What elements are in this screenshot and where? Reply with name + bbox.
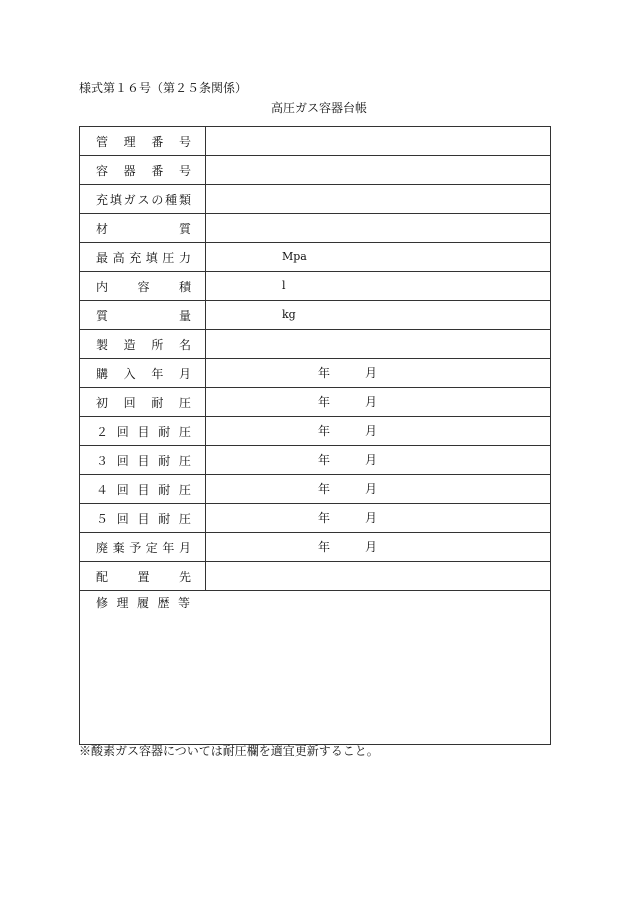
container-ledger-table	[79, 126, 551, 745]
row-material	[80, 214, 550, 243]
label-char: 置	[137, 569, 150, 584]
row-label	[80, 185, 206, 213]
row-label	[80, 272, 206, 300]
label-char: 充	[129, 250, 142, 265]
label-char: 質	[96, 308, 109, 323]
label-char: 圧	[178, 511, 191, 526]
form-number: 様式第１６号（第２５条関係）	[79, 81, 248, 95]
label-char: 管	[96, 134, 109, 149]
value-cell[interactable]	[206, 127, 550, 155]
label-char: ス	[137, 192, 150, 207]
year-label: 年	[318, 424, 331, 438]
label-char: ３	[96, 453, 109, 468]
unit-kg: kg	[282, 308, 296, 321]
label-char: 製	[96, 337, 109, 352]
row-label	[80, 359, 206, 387]
label-char: 目	[137, 511, 150, 526]
label-char: 高	[112, 250, 125, 265]
unit-liter: l	[282, 279, 286, 292]
month-label: 月	[365, 366, 378, 380]
label-text	[96, 133, 191, 150]
row-repair-history[interactable]	[80, 591, 550, 744]
row-label	[80, 475, 206, 503]
label-char: 購	[96, 366, 109, 381]
label-text	[96, 336, 191, 353]
label-char: 目	[137, 453, 150, 468]
month-label: 月	[365, 424, 378, 438]
row-manufacturer	[80, 330, 550, 359]
row-label	[80, 446, 206, 474]
label-char: 予	[129, 540, 142, 555]
label-char: 器	[123, 163, 136, 178]
row-label	[80, 533, 206, 561]
value-cell[interactable]	[206, 301, 550, 329]
label-char: 内	[96, 279, 109, 294]
label-text	[96, 220, 191, 237]
row-planned-disposal-date	[80, 533, 550, 562]
label-char: 回	[116, 424, 129, 439]
label-char: 月	[178, 540, 191, 555]
label-char: 回	[123, 395, 136, 410]
label-text	[96, 510, 191, 527]
label-char: 耐	[158, 482, 171, 497]
label-char: 容	[96, 163, 109, 178]
label-text	[96, 249, 191, 266]
label-char: ５	[96, 511, 109, 526]
row-container-number	[80, 156, 550, 185]
year-label: 年	[318, 540, 331, 554]
label-char: 質	[178, 221, 191, 236]
label-char: 目	[137, 482, 150, 497]
label-text	[96, 481, 191, 498]
label-char: 類	[178, 192, 191, 207]
label-text	[96, 594, 190, 611]
label-char: 定	[145, 540, 158, 555]
month-label: 月	[365, 511, 378, 525]
value-cell[interactable]	[206, 243, 550, 271]
year-label: 年	[318, 395, 331, 409]
label-char: 所	[151, 337, 164, 352]
value-cell[interactable]	[206, 446, 550, 474]
value-cell[interactable]	[206, 475, 550, 503]
label-char: 先	[178, 569, 191, 584]
label-char: 耐	[158, 424, 171, 439]
label-char: 号	[178, 134, 191, 149]
label-char: 圧	[162, 250, 175, 265]
label-char: 理	[123, 134, 136, 149]
row-label	[80, 127, 206, 155]
row-fourth-pressure-test	[80, 475, 550, 504]
value-cell[interactable]	[206, 330, 550, 358]
document-title: 高圧ガス容器台帳	[270, 101, 367, 115]
label-char: 棄	[112, 540, 125, 555]
label-char: 月	[178, 366, 191, 381]
row-mass	[80, 301, 550, 330]
footnote: ※酸素ガス容器については耐圧欄を適宜更新すること。	[79, 744, 379, 758]
label-char: 年	[162, 540, 175, 555]
row-label	[80, 301, 206, 329]
label-char: 入	[123, 366, 136, 381]
label-char: 填	[145, 250, 158, 265]
label-char: 造	[123, 337, 136, 352]
label-char: 充	[96, 192, 109, 207]
month-label: 月	[365, 395, 378, 409]
label-text	[96, 452, 191, 469]
value-cell[interactable]	[206, 156, 550, 184]
label-char: ガ	[123, 192, 136, 207]
row-label	[80, 417, 206, 445]
label-char: 材	[96, 221, 109, 236]
label-char: 理	[116, 596, 129, 610]
value-cell[interactable]	[206, 504, 550, 532]
label-text	[96, 539, 191, 556]
label-text	[96, 162, 191, 179]
year-label: 年	[318, 482, 331, 496]
row-purchase-date	[80, 359, 550, 388]
label-char: 圧	[178, 453, 191, 468]
unit-mpa: Mpa	[282, 250, 307, 263]
row-location	[80, 562, 550, 591]
row-label	[80, 388, 206, 416]
label-char: 配	[96, 569, 109, 584]
label-char: ２	[96, 424, 109, 439]
value-cell[interactable]	[206, 272, 550, 300]
row-label	[80, 504, 206, 532]
label-char: 回	[116, 453, 129, 468]
value-cell[interactable]	[206, 533, 550, 561]
label-char: 回	[116, 511, 129, 526]
label-char: 年	[151, 366, 164, 381]
label-char: の	[151, 192, 164, 207]
label-char: 号	[178, 163, 191, 178]
label-text	[96, 394, 191, 411]
value-cell[interactable]	[206, 214, 550, 242]
value-cell[interactable]	[206, 562, 550, 590]
label-char: 歴	[157, 596, 170, 610]
label-char: 圧	[178, 395, 191, 410]
label-char: 番	[151, 134, 164, 149]
month-label: 月	[365, 453, 378, 467]
value-cell[interactable]	[206, 388, 550, 416]
row-label	[80, 156, 206, 184]
label-char: 填	[109, 192, 122, 207]
row-label	[80, 330, 206, 358]
value-cell[interactable]	[206, 185, 550, 213]
month-label: 月	[365, 482, 378, 496]
row-label	[80, 214, 206, 242]
row-fifth-pressure-test	[80, 504, 550, 533]
label-char: 回	[116, 482, 129, 497]
row-first-pressure-test	[80, 388, 550, 417]
label-char: 目	[137, 424, 150, 439]
label-char: 修	[96, 596, 109, 610]
label-char: 耐	[158, 511, 171, 526]
label-char: 等	[177, 596, 190, 610]
row-internal-volume	[80, 272, 550, 301]
label-char: ４	[96, 482, 109, 497]
label-char: 名	[178, 337, 191, 352]
row-label	[80, 243, 206, 271]
year-label: 年	[318, 453, 331, 467]
label-char: 圧	[178, 482, 191, 497]
label-text	[96, 191, 191, 208]
row-gas-type	[80, 185, 550, 214]
month-label: 月	[365, 540, 378, 554]
label-char: 番	[151, 163, 164, 178]
label-char: 容	[137, 279, 150, 294]
label-text	[96, 278, 191, 295]
label-text	[96, 568, 191, 585]
label-char: 積	[178, 279, 191, 294]
label-text	[96, 365, 191, 382]
year-label: 年	[318, 511, 331, 525]
repair-history-label	[80, 591, 550, 611]
row-second-pressure-test	[80, 417, 550, 446]
label-text	[96, 307, 191, 324]
row-management-number	[80, 127, 550, 156]
label-char: 種	[165, 192, 178, 207]
label-char: 耐	[158, 453, 171, 468]
label-char: 量	[178, 308, 191, 323]
label-char: 耐	[151, 395, 164, 410]
label-char: 廃	[96, 540, 109, 555]
row-label	[80, 562, 206, 590]
label-text	[96, 423, 191, 440]
year-label: 年	[318, 366, 331, 380]
label-char: 力	[178, 250, 191, 265]
label-char: 初	[96, 395, 109, 410]
label-char: 最	[96, 250, 109, 265]
label-char: 圧	[178, 424, 191, 439]
row-third-pressure-test	[80, 446, 550, 475]
label-char: 履	[136, 596, 149, 610]
value-cell[interactable]	[206, 417, 550, 445]
row-max-fill-pressure	[80, 243, 550, 272]
value-cell[interactable]	[206, 359, 550, 387]
